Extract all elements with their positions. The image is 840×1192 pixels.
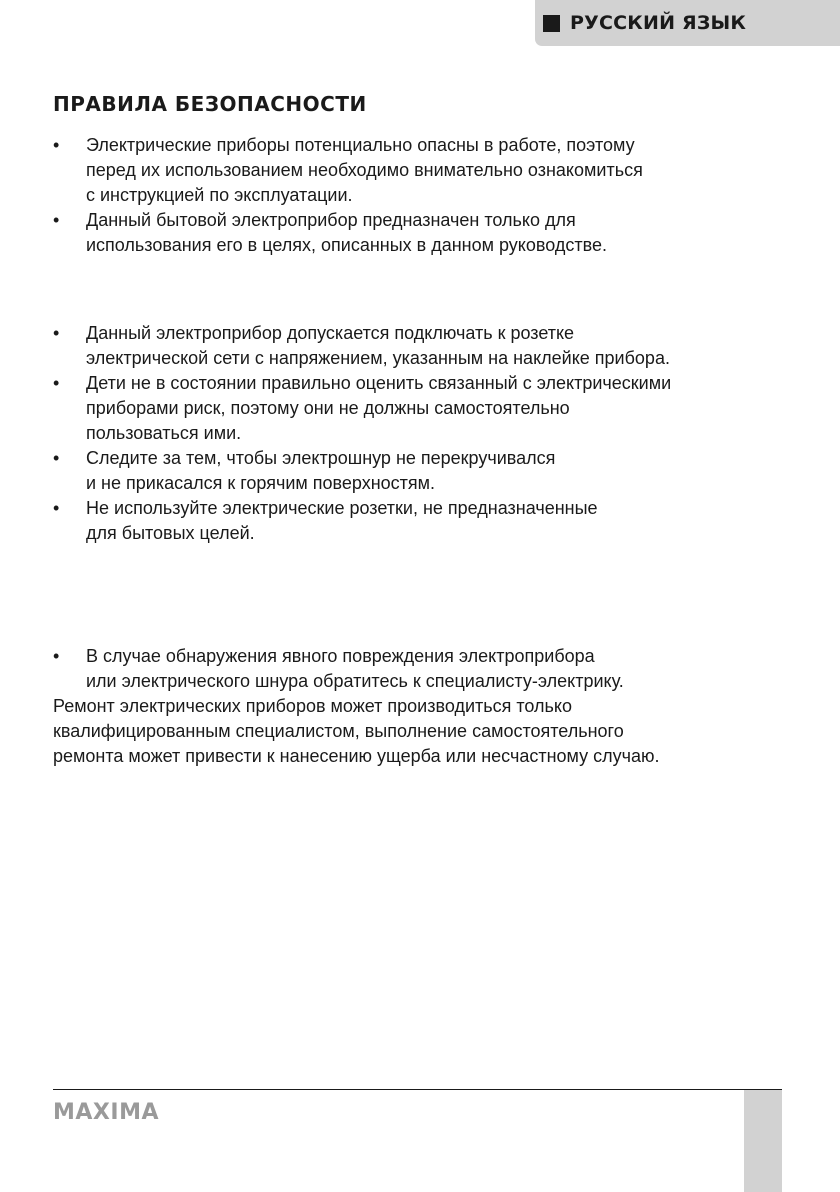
list-item: • Следите за тем, чтобы электрошнур не перекручивался и не прикасался к горячим поверхностям. (53, 446, 813, 496)
list-item: • Дети не в состоянии правильно оценить связанный с электрическими приборами риск, поэтому они не должны самостоятельно пользоваться ими. (53, 371, 813, 446)
bullet-list-damage (53, 644, 813, 694)
list-item: • Данный бытовой электроприбор предназначен только для использования его в целях, описанных в данном руководстве. (53, 208, 813, 258)
bullet-list-electrical (53, 321, 813, 546)
page-number-tab (744, 1090, 782, 1192)
list-item: • В случае обнаружения явного повреждения электроприбора или электрического шнура обратитесь к специалисту-электрику. (53, 644, 813, 694)
brand-logo: MAXIMA (53, 1100, 159, 1125)
square-marker-icon (543, 15, 560, 32)
language-tab (535, 0, 840, 46)
repair-warning-paragraph: Ремонт электрических приборов может производиться только квалифицированным специалистом, выполнение самостоятельного ремонта может привести к нанесению ущерба или несчастному случаю. (53, 696, 660, 766)
page-title: ПРАВИЛА БЕЗОПАСНОСТИ (53, 92, 367, 116)
list-item: • Не используйте электрические розетки, не предназначенные для бытовых целей. (53, 496, 813, 546)
list-item: • Электрические приборы потенциально опасны в работе, поэтому перед их использованием необходимо внимательно ознакомиться с инструкцией по эксплуатации. (53, 133, 813, 208)
footer-divider (53, 1089, 782, 1090)
bullet-list-general (53, 133, 813, 258)
language-label: РУССКИЙ ЯЗЫК (570, 12, 747, 34)
list-item: • Данный электроприбор допускается подключать к розетке электрической сети с напряжением, указанным на наклейке прибора. (53, 321, 813, 371)
